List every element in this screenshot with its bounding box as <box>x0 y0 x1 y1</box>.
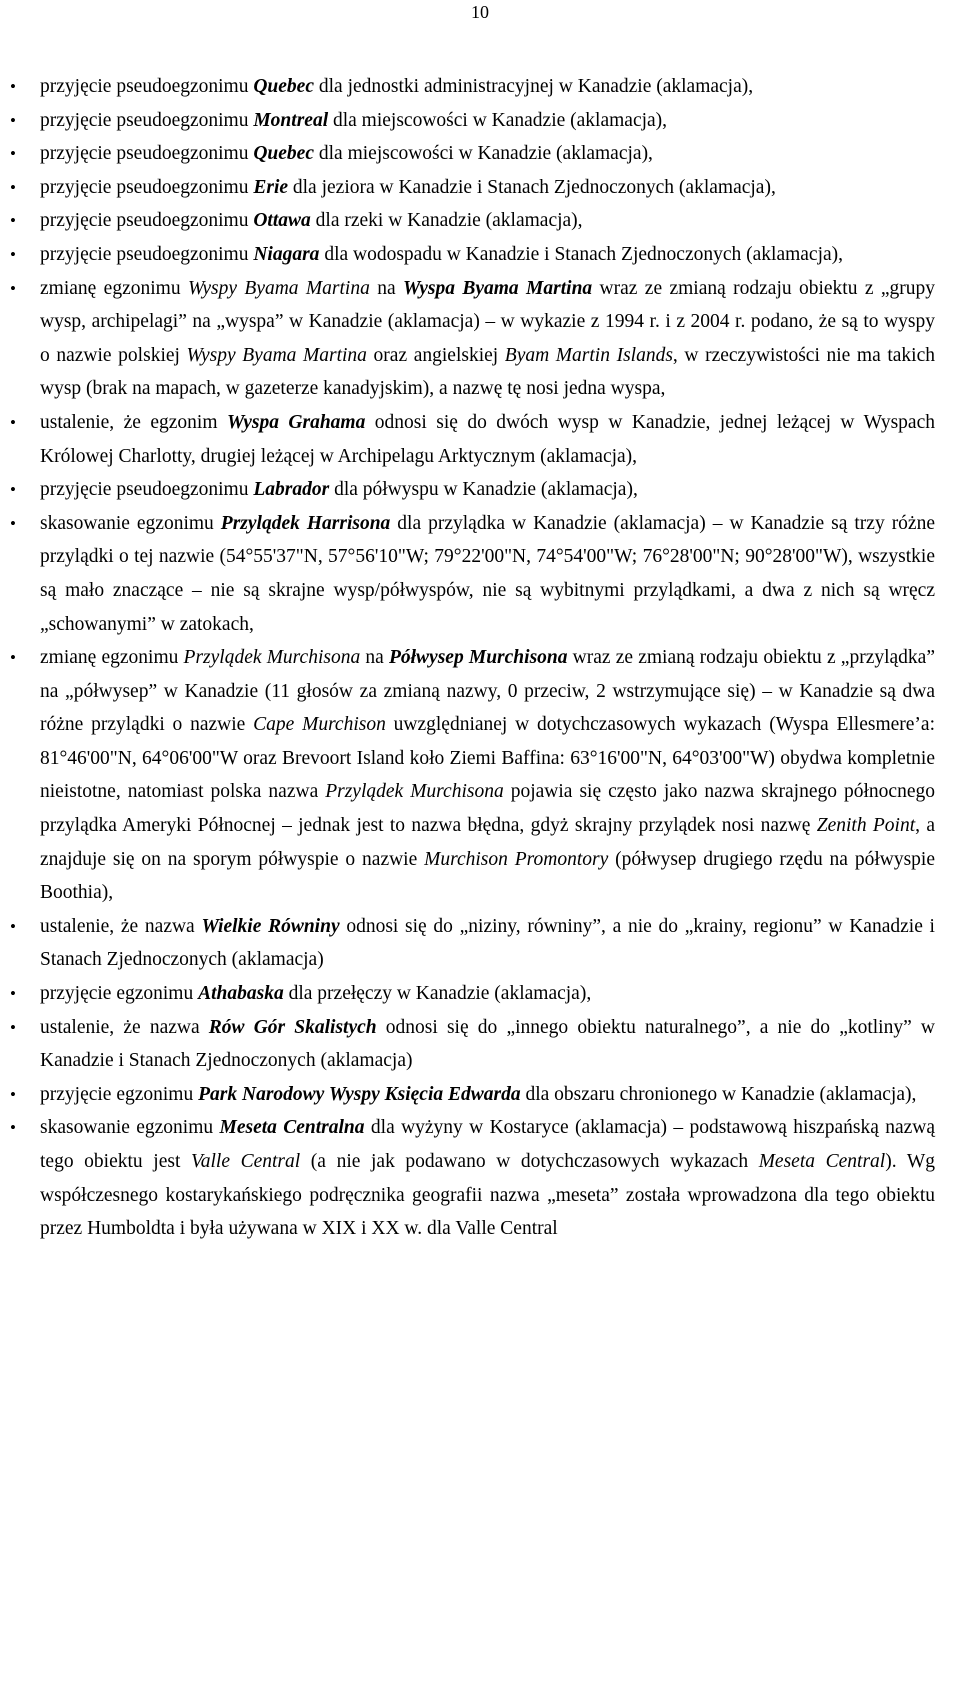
item-text: dla miejscowości w Kanadzie (aklamacja), <box>314 143 653 165</box>
item-text: zmianę egzonimu <box>40 277 188 299</box>
item-text: pojawia się często jako nazwa skrajnego północnego przylądka Ameryki Północnej – jednak jest to nazwa błędna, gdyż skrajny przylądek nosi nazwę <box>40 781 935 837</box>
item-text: na <box>360 647 389 669</box>
item-text: , w rzeczywistości nie ma takich wysp (brak na mapach, w gazeterze kanadyjskim), a nazwę tę nosi jedna wyspa, <box>40 344 935 400</box>
geographic-name: Valle Central <box>190 1151 301 1172</box>
item-text: dla przylądka w Kanadzie (aklamacja) – w Kanadzie są trzy różne przylądki o tej nazwie (54°55'37"N, 57°56'10"W; 79°22'00"N, 74°54'00"W; 76°28'00"N; 90°28'00"W), wszystkie są mało znaczące – nie są skrajne wysp/półwyspów, nie są wybitnymi przylądkami, a dwa z nich są wręcz „schowanymi” w zatokach, <box>40 512 935 635</box>
geographic-name: Niagara <box>253 243 320 265</box>
item-text: zmianę egzonimu <box>40 647 184 669</box>
item-text: ). Wg współczesnego kostarykańskiego podręcznika geografii nazwa „meseta” została wprowadzona dla tego obiektu przez Humboldta i była używana w XIX i XX w. dla Valle Central <box>40 1151 935 1240</box>
item-text: uwzględnianej w dotychczasowych wykazach (Wyspa Ellesmere’a: 81°46'00"N, 64°06'00"W oraz Brevoort Island koło Ziemi Baffina: 63°16'00"N, 64°03'00"W) obydwa kompletnie nieistotne, natomiast polska nazwa <box>40 714 935 803</box>
geographic-name: Wyspy Byama Martina <box>186 344 367 366</box>
item-text: przyjęcie pseudoegzonimu <box>40 479 254 501</box>
list-item <box>10 507 935 641</box>
item-text: dla rzeki w Kanadzie (aklamacja), <box>310 210 583 232</box>
item-text: odnosi się do dwóch wysp w Kanadzie, jednej leżącej w Wyspach Królowej Charlotty, drugiej leżącej w Archipelagu Arktycznym (aklamacja), <box>40 411 935 467</box>
list-item <box>10 910 935 977</box>
item-text: przyjęcie pseudoegzonimu <box>40 176 254 198</box>
item-text: odnosi się do „innego obiektu naturalnego”, a nie do „kotliny” w Kanadzie i Stanach Zjednoczonych (aklamacja) <box>40 1016 935 1072</box>
item-text: ustalenie, że nazwa <box>40 1016 209 1038</box>
item-text: (a nie jak podawano w dotychczasowych wykazach <box>300 1151 759 1172</box>
geographic-name: Wielkie Równiny <box>201 915 340 937</box>
item-text: dla półwyspu w Kanadzie (aklamacja), <box>329 479 638 501</box>
item-text: na <box>369 277 403 299</box>
geographic-name: Quebec <box>253 76 314 97</box>
geographic-name: Wyspa Byama Martina <box>402 277 593 299</box>
resolution-list <box>10 70 935 1246</box>
list-item <box>10 406 935 473</box>
geographic-name: Wyspa Grahama <box>226 411 366 433</box>
geographic-name: Wyspy Byama Martina <box>187 277 370 299</box>
geographic-name: Przylądek Murchisona <box>183 647 361 669</box>
geographic-name: Meseta Central <box>758 1151 886 1172</box>
geographic-name: Murchison Promontory <box>424 848 609 870</box>
geographic-name: Przylądek Harrisona <box>220 512 391 534</box>
list-item <box>10 1011 935 1078</box>
item-text: ustalenie, że nazwa <box>40 915 202 937</box>
list-item <box>10 70 935 104</box>
list-item <box>10 1111 935 1245</box>
list-item <box>10 171 935 205</box>
geographic-name: Ottawa <box>253 210 311 232</box>
item-text: ustalenie, że egzonim <box>40 411 227 433</box>
geographic-name: Meseta Centralna <box>219 1117 365 1139</box>
list-item <box>10 641 935 910</box>
geographic-name: Montreal <box>253 109 329 131</box>
item-text: skasowanie egzonimu <box>40 512 221 534</box>
item-text: odnosi się do „niziny, równiny”, a nie do „krainy, regionu” w Kanadzie i Stanach Zjednoczonych (aklamacja) <box>40 915 935 971</box>
geographic-name: Byam Martin Islands <box>504 344 673 366</box>
list-item <box>10 272 935 406</box>
item-text: przyjęcie pseudoegzonimu <box>40 143 254 165</box>
geographic-name: Athabaska <box>198 983 284 1005</box>
item-text: przyjęcie pseudoegzonimu <box>40 210 254 232</box>
list-item <box>10 137 935 171</box>
item-text: (półwysep drugiego rzędu na półwyspie Boothia), <box>40 848 935 904</box>
geographic-name: Labrador <box>253 479 330 501</box>
item-text: dla miejscowości w Kanadzie (aklamacja), <box>328 109 668 131</box>
item-text: wraz ze zmianą rodzaju obiektu z „przylądka” na „półwysep” w Kanadzie (11 głosów za zmianą nazwy, 0 przeciw, 2 wstrzymujące się) – w Kanadzie są dwa różne przylądki o nazwie <box>40 647 935 736</box>
item-text: skasowanie egzonimu <box>40 1117 220 1139</box>
geographic-name: Erie <box>253 176 289 198</box>
geographic-name: Quebec <box>253 143 314 165</box>
geographic-name: Półwysep Murchisona <box>388 647 568 669</box>
geographic-name: Zenith Point <box>816 815 916 837</box>
list-item <box>10 238 935 272</box>
geographic-name: Przylądek Murchisona <box>325 781 504 803</box>
list-item <box>10 104 935 138</box>
item-text: wraz ze zmianą rodzaju obiektu z „grupy wysp, archipelagi” na „wyspa” w Kanadzie (aklamacja) – w wykazie z 1994 r. i z 2004 r. podano, że są to wyspy o nazwie polskiej <box>40 277 936 366</box>
item-text: oraz angielskiej <box>366 344 505 366</box>
item-text: dla przełęczy w Kanadzie (aklamacja), <box>283 983 592 1005</box>
item-text: dla wodospadu w Kanadzie i Stanach Zjednoczonych (aklamacja), <box>319 243 844 265</box>
item-text: przyjęcie egzonimu <box>40 1083 199 1105</box>
list-item <box>10 1078 935 1112</box>
list-item <box>10 204 935 238</box>
item-text: przyjęcie pseudoegzonimu <box>40 243 254 265</box>
geographic-name: Cape Murchison <box>253 714 386 736</box>
geographic-name: Rów Gór Skalistych <box>208 1016 377 1038</box>
item-text: dla jednostki administracyjnej w Kanadzie (aklamacja), <box>314 76 754 97</box>
item-text: dla jeziora w Kanadzie i Stanach Zjednoczonych (aklamacja), <box>288 176 776 198</box>
item-text: dla wyżyny w Kostaryce (aklamacja) – podstawową hiszpańską nazwą tego obiektu jest <box>40 1117 936 1172</box>
item-text: przyjęcie pseudoegzonimu <box>40 76 254 97</box>
page-number: 10 <box>471 2 489 22</box>
geographic-name: Park Narodowy Wyspy Księcia Edwarda <box>198 1083 521 1105</box>
item-text: dla obszaru chronionego w Kanadzie (aklamacja), <box>520 1083 917 1105</box>
item-text: przyjęcie egzonimu <box>40 983 199 1005</box>
item-text: , a znajduje się on na sporym półwyspie o nazwie <box>40 815 935 870</box>
item-text: przyjęcie pseudoegzonimu <box>40 109 254 131</box>
list-item <box>10 473 935 507</box>
list-item <box>10 977 935 1011</box>
